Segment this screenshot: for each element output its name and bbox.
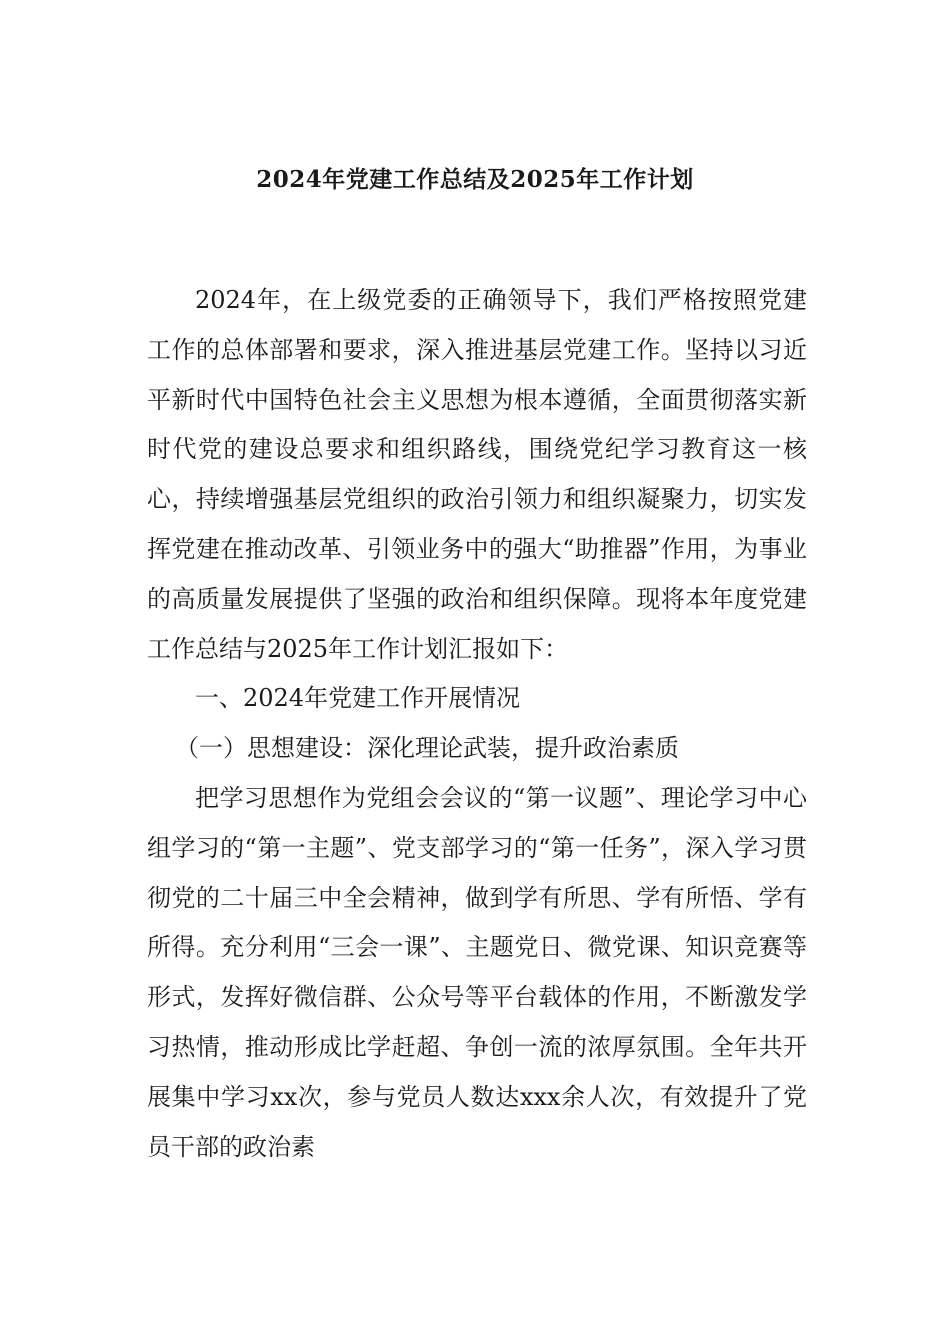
document-title: 2024年党建工作总结及2025年工作计划: [256, 166, 694, 193]
subsection-body-1-1: 把学习思想作为党组会会议的“第一议题”、理论学习中心组学习的“第一主题”、党支部学习的“第一任务”，深入学习贯彻党的二十届三中全会精神，做到学有所思、学有所悟、学有所得。充分利用“三会一课”、主题党日、微党课、知识竞赛等形式，发挥好微信群、公众号等平台载体的作用，不断激发学习热情，推动形成比学赶超、争创一流的浓厚氛围。全年共开展集中学习xx次，参与党员人数达xxx余人次，有效提升了党员干部的政治素: [147, 783, 807, 1161]
document-body: [147, 276, 807, 1172]
subsection-heading-1-1: （一）思想建设：深化理论武装，提升政治素质: [175, 734, 679, 763]
intro-paragraph: 2024年，在上级党委的正确领导下，我们严格按照党建工作的总体部署和要求，深入推进基层党建工作。坚持以习近平新时代中国特色社会主义思想为根本遵循，全面贯彻落实新时代党的建设总要求和组织路线，围绕党纪学习教育这一核心，持续增强基层党组织的政治引领力和组织凝聚力，切实发挥党建在推动改革、引领业务中的强大“助推器”作用，为事业的高质量发展提供了坚强的政治和组织保障。现将本年度党建工作总结与2025年工作计划汇报如下：: [147, 286, 807, 663]
section-heading-1: 一、2024年党建工作开展情况: [195, 684, 521, 713]
